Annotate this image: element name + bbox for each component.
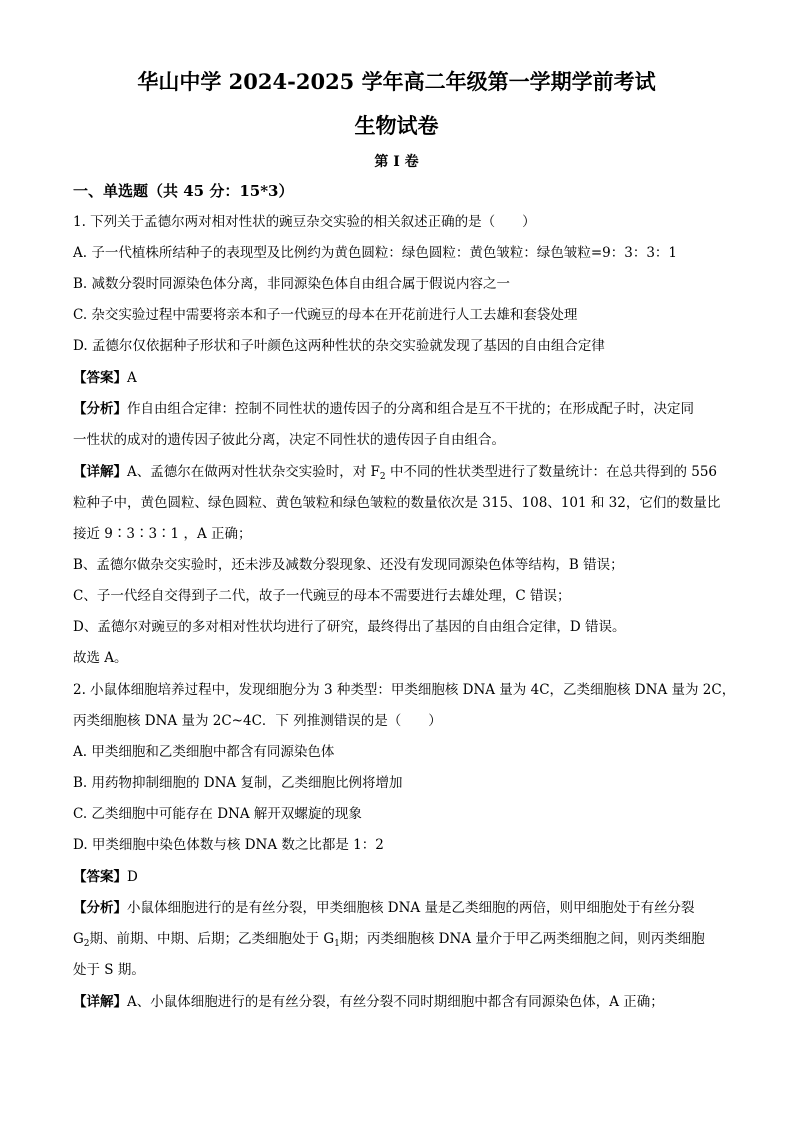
q2-analysis-line-3: 处于 S 期。 — [73, 962, 145, 978]
analysis-text: 期、前期、中期、后期；乙类细胞处于 G — [89, 931, 335, 947]
q1-detail-d: D、孟德尔对豌豆的多对相对性状均进行了研究，最终得出了基因的自由组合定律，D 错误。 — [73, 619, 626, 635]
q1-detail-line-3: 接近 9∶3∶3∶1 ，A 正确； — [73, 526, 252, 542]
analysis-text: 小鼠体细胞进行的是有丝分裂，甲类细胞核 DNA 量是乙类细胞的两倍，则甲细胞处于有丝分裂 — [127, 900, 695, 916]
q1-option-c: C. 杂交实验过程中需要将亲本和子一代豌豆的母本在开花前进行人工去雄和套袋处理 — [73, 307, 578, 323]
q1-analysis-line-1 — [73, 399, 728, 419]
q1-option-d: D. 孟德尔仅依据种子形状和子叶颜色这两种性状的杂交实验就发现了基因的自由组合定律 — [73, 338, 605, 354]
detail-tag: 【详解】 — [73, 994, 127, 1010]
detail-text: A、孟德尔在做两对性状杂交实验时，对 F — [127, 464, 380, 480]
q2-stem-line-2: 丙类细胞核 DNA 量为 2C~4C．下 列推测错误的是（ ） — [73, 713, 442, 729]
q1-option-b: B. 减数分裂时同源染色体分离，非同源染色体自由组合属于假说内容之一 — [73, 276, 511, 292]
q1-option-a: A. 子一代植株所结种子的表现型及比例约为黄色圆粒：绿色圆粒：黄色皱粒：绿色皱粒=9：3：3：1 — [73, 245, 677, 261]
analysis-text: G — [73, 931, 84, 947]
q2-analysis-line-1 — [73, 898, 728, 918]
detail-text: 中不同的性状类型进行了数量统计：在总共得到的 556 — [385, 464, 718, 480]
q2-option-a: A. 甲类细胞和乙类细胞中都含有同源染色体 — [73, 744, 335, 760]
q1-detail-b: B、孟德尔做杂交实验时，还未涉及减数分裂现象、还没有发现同源染色体等结构，B 错误； — [73, 557, 624, 573]
q1-detail-line-1 — [73, 462, 728, 482]
subscript: 2 — [379, 472, 386, 482]
analysis-tag: 【分析】 — [73, 401, 127, 417]
q2-answer — [73, 867, 728, 887]
q1-analysis-line-2: 一性状的成对的遗传因子彼此分离，决定不同性状的遗传因子自由组合。 — [73, 432, 505, 448]
q1-conclusion: 故选 A。 — [73, 650, 128, 666]
exam-title: 华山中学 2024-2025 学年高二年级第一学期学前考试 — [137, 69, 656, 94]
q2-option-c: C. 乙类细胞中可能存在 DNA 解开双螺旋的现象 — [73, 806, 362, 822]
volume-label: 第 I 卷 — [374, 154, 419, 170]
exam-subtitle: 生物试卷 — [354, 113, 439, 138]
q1-detail-c: C、子一代经自交得到子二代，故子一代豌豆的母本不需要进行去雄处理，C 错误； — [73, 588, 571, 604]
answer-tag: 【答案】 — [73, 869, 127, 885]
section-heading: 一、单选题（共 45 分：15*3） — [73, 182, 294, 200]
q2-option-d: D. 甲类细胞中染色体数与核 DNA 数之比都是 1：2 — [73, 837, 384, 853]
subscript: 1 — [334, 939, 340, 949]
q2-analysis-line-2 — [73, 929, 728, 949]
analysis-tag: 【分析】 — [73, 900, 127, 916]
answer-tag: 【答案】 — [73, 370, 127, 386]
q1-answer — [73, 368, 728, 388]
answer-value: A — [127, 370, 137, 386]
q1-detail-line-2: 粒种子中，黄色圆粒、绿色圆粒、黄色皱粒和绿色皱粒的数量依次是 315、108、101 和 32，它们的数量比 — [73, 495, 721, 511]
q1-stem: 1. 下列关于孟德尔两对相对性状的豌豆杂交实验的相关叙述正确的是（ ） — [73, 214, 536, 230]
subscript: 2 — [83, 939, 90, 949]
q2-detail-line-1 — [73, 992, 728, 1012]
detail-text: A、小鼠体细胞进行的是有丝分裂，有丝分裂不同时期细胞中都含有同源染色体，A 正确； — [127, 994, 664, 1010]
analysis-text: 作自由组合定律：控制不同性状的遗传因子的分离和组合是互不干扰的；在形成配子时，决定同 — [127, 401, 694, 417]
detail-tag: 【详解】 — [73, 464, 127, 480]
answer-value: D — [127, 869, 138, 885]
q2-option-b: B. 用药物抑制细胞的 DNA 复制，乙类细胞比例将增加 — [73, 775, 403, 791]
q2-stem-line-1: 2. 小鼠体细胞培养过程中，发现细胞分为 3 种类型：甲类细胞核 DNA 量为 4C，乙类细胞核 DNA 量为 2C， — [73, 682, 736, 698]
analysis-text: 期；丙类细胞核 DNA 量介于甲乙两类细胞之间，则丙类细胞 — [339, 931, 705, 947]
